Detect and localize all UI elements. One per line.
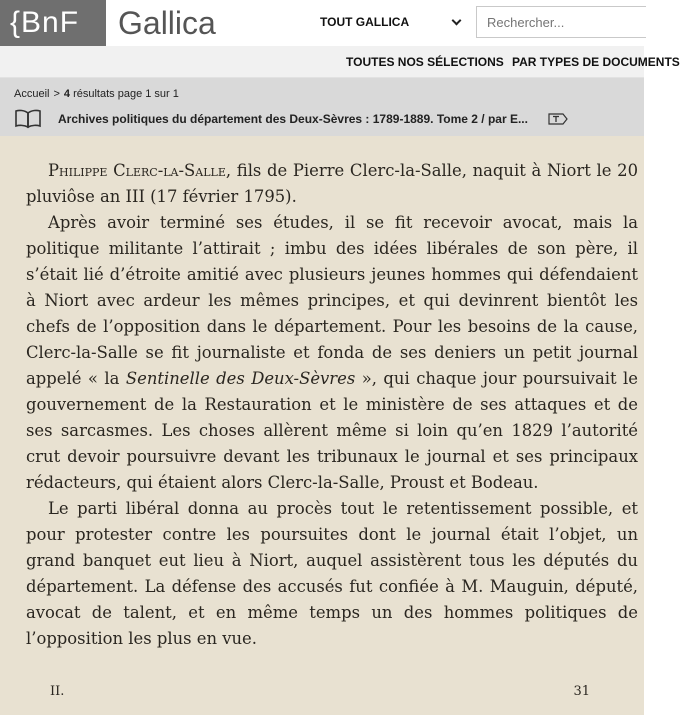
person-name: Philippe Clerc-la-Salle <box>48 161 226 180</box>
paragraph-1-text: , fils de Pierre Clerc-la-Salle, naquit à Niort le 20 pluviôse an III (17 février 1795). <box>26 161 639 206</box>
nav-item-document-types[interactable]: PAR TYPES DE DOCUMENTS <box>512 55 680 69</box>
journal-title: Sentinelle des Deux-Sèvres <box>125 369 356 388</box>
results-count[interactable]: 4 <box>63 88 71 100</box>
breadcrumb-separator: > <box>53 88 60 100</box>
breadcrumb-bar <box>0 78 644 136</box>
breadcrumb-home-link[interactable]: Accueil <box>14 88 50 100</box>
page-text <box>26 158 638 652</box>
page-signature: II. <box>50 684 65 699</box>
document-title: Archives politiques du département des Deux-Sèvres : 1789-1889. Tome 2 / par E... <box>58 112 528 126</box>
paragraph-3: Le parti libéral donna au procès tout le retentissement possible, et pour protester contre les poursuites dont le journal était l’objet, un grand banquet eut lieu à Niort, auquel assistèrent tous les députés du département. La défense des accusés fut confiée à M. Mauguin, député, avocat de talent, et en même temps un des hommes politiques de l’opposition les plus en vue. <box>26 499 638 648</box>
paragraph-2-text-end: », qui chaque jour poursuivait le gouvernement de la Restauration et le ministère de ses attaques et de ses sarcasmes. Les choses allèrent même si loin qu’en 1829 l’autorité crut devoir poursuivre devant les tribunaux le journal et ses principaux rédacteurs, qui étaient alors Clerc-la-Salle, Proust et Bodeau. <box>26 369 638 492</box>
breadcrumb <box>14 88 179 100</box>
top-header <box>0 0 644 46</box>
gallica-logo[interactable]: Gallica <box>118 5 216 41</box>
chevron-down-icon <box>452 15 462 25</box>
paragraph-1 <box>26 158 638 210</box>
search-scope-label: TOUT GALLICA <box>320 15 410 29</box>
search-scope-select[interactable] <box>310 6 470 38</box>
open-book-icon <box>14 109 42 129</box>
results-summary[interactable]: résultats page 1 sur 1 <box>73 88 179 100</box>
search-input[interactable] <box>476 6 646 38</box>
page-footer <box>50 684 590 699</box>
bnf-logo[interactable]: {BnF <box>0 0 106 46</box>
paragraph-2-text-start: Après avoir terminé ses études, il se fit recevoir avocat, mais la politique militante l’attirait ; imbu des idées libérales de son père, il s’était lié d’étroite amitié avec plusieurs jeunes hommes qui défendaient à Niort avec ardeur les mêmes principes, et qui devinrent bientôt les chefs de l’opposition dans le département. Pour les besoins de la cause, Clerc-la-Salle se fit journaliste et fonda de ses deniers un petit journal appelé « la <box>26 213 638 388</box>
paragraph-2 <box>26 210 638 496</box>
text-mode-icon[interactable] <box>548 112 568 126</box>
document-title-row <box>14 108 644 130</box>
nav-item-selections[interactable]: TOUTES NOS SÉLECTIONS <box>346 55 504 69</box>
page-number: 31 <box>573 684 590 699</box>
main-nav <box>0 46 680 78</box>
document-page-viewer[interactable] <box>0 136 644 715</box>
